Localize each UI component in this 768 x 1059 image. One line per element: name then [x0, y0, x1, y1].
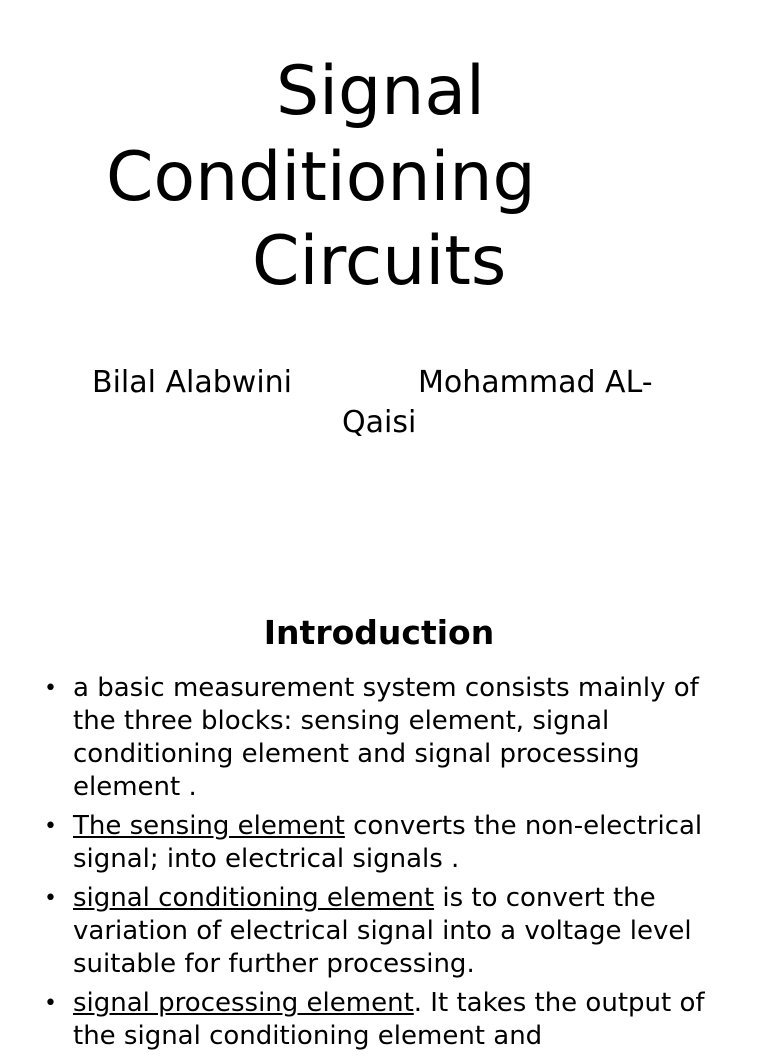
- bullet-item: [0, 987, 768, 1053]
- bullet-term: The sensing element: [73, 811, 345, 841]
- bullet-dot: •: [44, 991, 57, 1016]
- bullet-dot: •: [44, 814, 57, 839]
- title-line-1: Signal: [276, 52, 485, 131]
- bullet-text: a basic measurement system consists mainly of the three blocks: sensing element, signal conditioning element and signal processing element .: [73, 673, 699, 802]
- bullet-item: [0, 810, 768, 876]
- bullet-text: is to convert the variation of electrical signal into a voltage level suitable for further processing.: [73, 883, 692, 979]
- bullet-text: . It takes the output of the signal conditioning element and: [73, 988, 705, 1051]
- title-line-2: Conditioning: [106, 138, 536, 217]
- bullet-term: signal processing element: [73, 988, 414, 1018]
- author-2-line-2: Qaisi: [342, 405, 417, 440]
- bullet-item: [0, 882, 768, 981]
- bullet-term: signal conditioning element: [73, 883, 435, 913]
- bullet-list: [0, 672, 768, 1059]
- bullet-dot: •: [44, 886, 57, 911]
- slide-heading: Introduction: [263, 613, 495, 652]
- bullet-text: converts the non-electrical signal; into electrical signals .: [73, 811, 703, 874]
- title-line-3: Circuits: [252, 222, 507, 301]
- author-2-line-1: Mohammad AL-: [418, 365, 653, 400]
- introduction-slide: [0, 576, 768, 1051]
- bullet-dot: •: [44, 676, 57, 701]
- author-1: Bilal Alabwini: [92, 365, 293, 400]
- bullet-item: [0, 672, 768, 804]
